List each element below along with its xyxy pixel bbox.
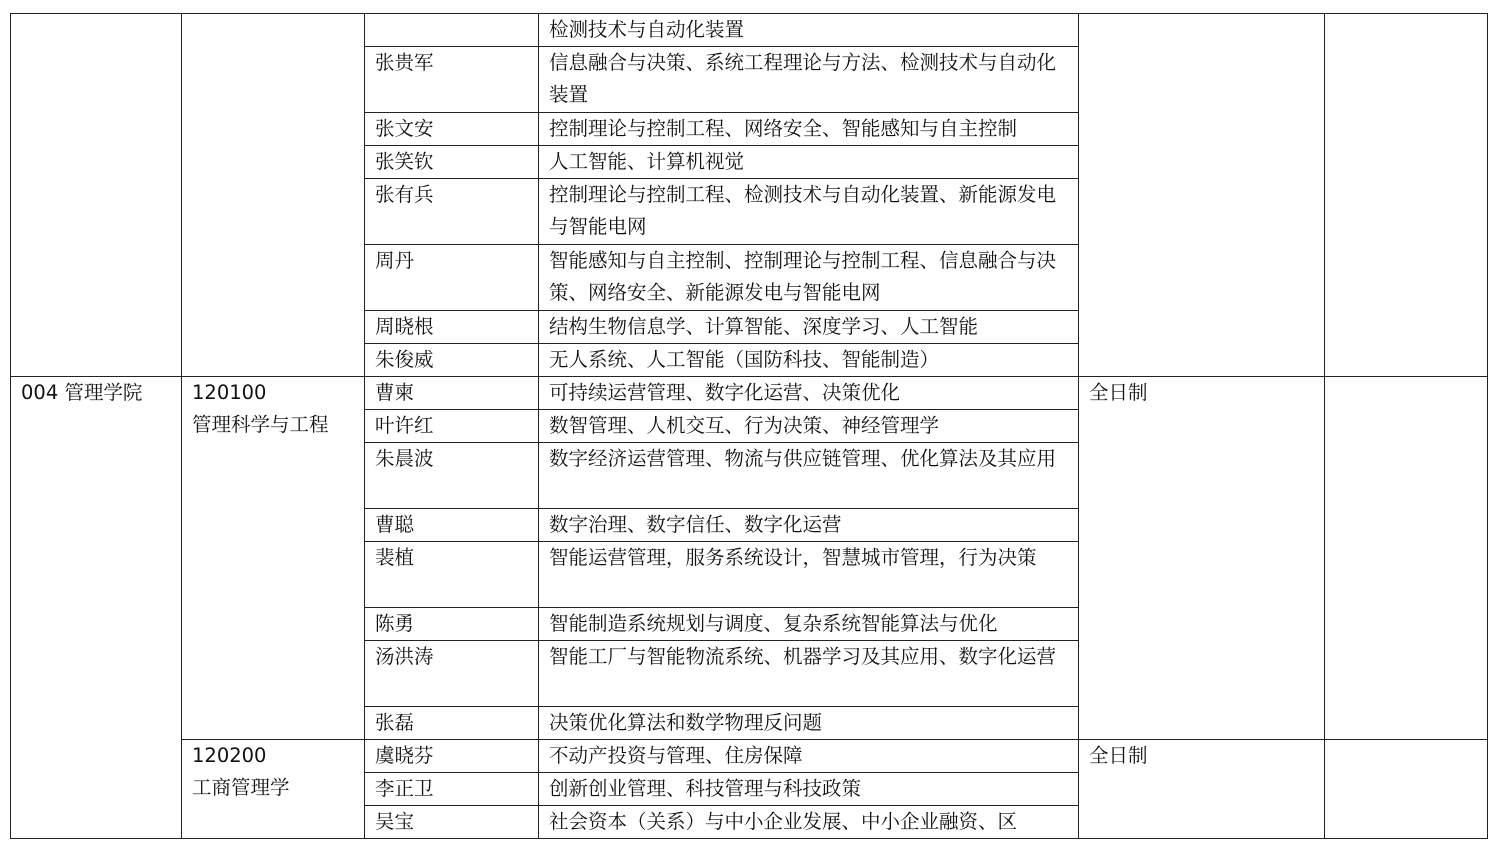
- advisor-cell: 周丹: [365, 245, 539, 311]
- program-cell: [182, 740, 365, 839]
- study-mode-cell: 全日制: [1079, 377, 1325, 740]
- note-cell: [1325, 377, 1488, 740]
- program-name: 管理科学与工程: [192, 413, 329, 436]
- advisor-cell: [365, 14, 539, 47]
- college-cell: 004 管理学院: [11, 377, 182, 839]
- research-cell: 人工智能、计算机视觉: [539, 146, 1079, 179]
- research-cell: 数智管理、人机交互、行为决策、神经管理学: [539, 410, 1079, 443]
- advisor-cell: 陈勇: [365, 608, 539, 641]
- advisor-cell: 吴宝: [365, 806, 539, 839]
- table-row: [11, 740, 1488, 773]
- advisor-cell: 曹柬: [365, 377, 539, 410]
- research-cell: 控制理论与控制工程、检测技术与自动化装置、新能源发电与智能电网: [539, 179, 1079, 245]
- advisor-cell: 虞晓芬: [365, 740, 539, 773]
- advisor-cell: 张有兵: [365, 179, 539, 245]
- research-cell: 智能感知与自主控制、控制理论与控制工程、信息融合与决策、网络安全、新能源发电与智能电网: [539, 245, 1079, 311]
- advisor-cell: 曹聪: [365, 509, 539, 542]
- advisor-cell: 李正卫: [365, 773, 539, 806]
- advisor-cell: 裴植: [365, 542, 539, 608]
- research-cell: 无人系统、人工智能（国防科技、智能制造）: [539, 344, 1079, 377]
- research-cell: 决策优化算法和数学物理反问题: [539, 707, 1079, 740]
- advisor-cell: 汤洪涛: [365, 641, 539, 707]
- research-cell: 社会资本（关系）与中小企业发展、中小企业融资、区: [539, 806, 1079, 839]
- research-cell: 数字治理、数字信任、数字化运营: [539, 509, 1079, 542]
- program-cell: [182, 14, 365, 377]
- study-mode-cell: 全日制: [1079, 740, 1325, 839]
- note-cell: [1325, 14, 1488, 377]
- research-cell: 检测技术与自动化装置: [539, 14, 1079, 47]
- note-cell: [1325, 740, 1488, 839]
- program-code: 120200: [192, 744, 267, 767]
- research-cell: 结构生物信息学、计算智能、深度学习、人工智能: [539, 311, 1079, 344]
- research-cell: 创新创业管理、科技管理与科技政策: [539, 773, 1079, 806]
- advisor-cell: 朱晨波: [365, 443, 539, 509]
- advisor-cell: 张贵军: [365, 47, 539, 113]
- advisor-cell: 周晓根: [365, 311, 539, 344]
- research-cell: 智能制造系统规划与调度、复杂系统智能算法与优化: [539, 608, 1079, 641]
- study-mode-cell: [1079, 14, 1325, 377]
- document-sheet: [10, 13, 1488, 839]
- research-cell: 信息融合与决策、系统工程理论与方法、检测技术与自动化装置: [539, 47, 1079, 113]
- program-cell: [182, 377, 365, 740]
- college-cell: [11, 14, 182, 377]
- advisor-cell: 张文安: [365, 113, 539, 146]
- advisor-cell: 张笑钦: [365, 146, 539, 179]
- program-name: 工商管理学: [192, 776, 290, 799]
- advisor-cell: 叶许红: [365, 410, 539, 443]
- advisor-table: [10, 13, 1488, 839]
- research-cell: 可持续运营管理、数字化运营、决策优化: [539, 377, 1079, 410]
- advisor-cell: 张磊: [365, 707, 539, 740]
- advisor-cell: 朱俊威: [365, 344, 539, 377]
- program-code: 120100: [192, 381, 267, 404]
- research-cell: 控制理论与控制工程、网络安全、智能感知与自主控制: [539, 113, 1079, 146]
- research-cell: 智能运营管理，服务系统设计，智慧城市管理，行为决策: [539, 542, 1079, 608]
- table-row: [11, 377, 1488, 410]
- research-cell: 智能工厂与智能物流系统、机器学习及其应用、数字化运营: [539, 641, 1079, 707]
- research-cell: 数字经济运营管理、物流与供应链管理、优化算法及其应用: [539, 443, 1079, 509]
- research-cell: 不动产投资与管理、住房保障: [539, 740, 1079, 773]
